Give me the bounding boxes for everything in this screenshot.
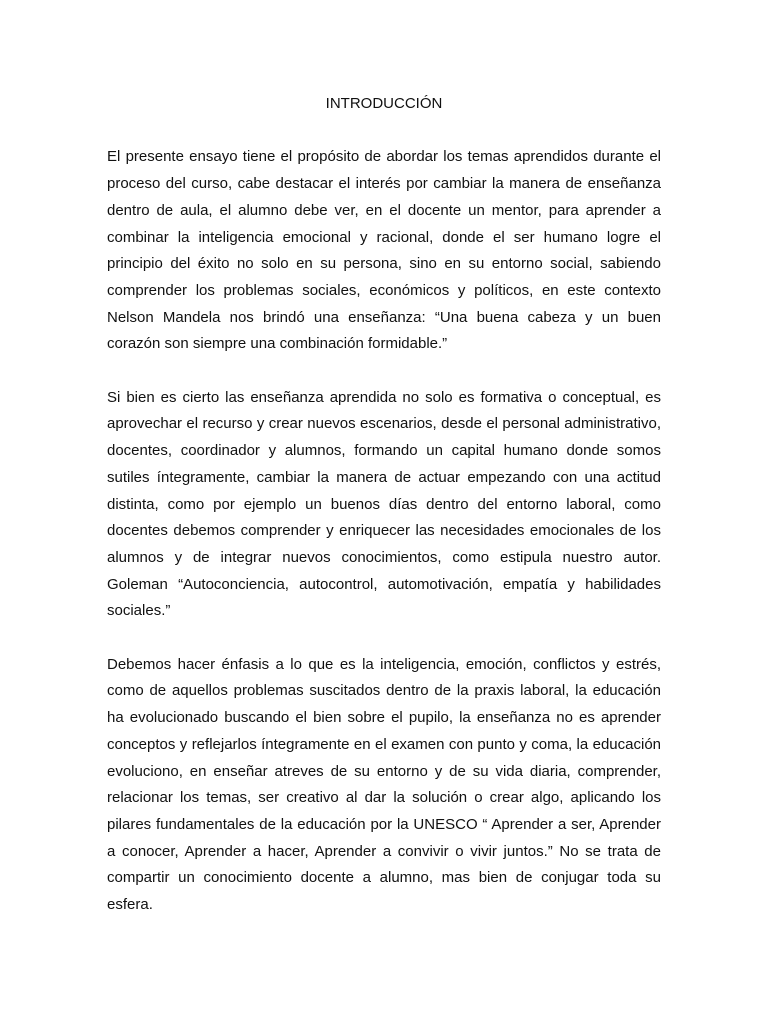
document-body: [107, 91, 661, 919]
document-title: INTRODUCCIÓN: [325, 95, 443, 112]
paragraph-3: Debemos hacer énfasis a lo que es la inteligencia, emoción, conflictos y estrés, como de aquellos problemas suscitados dentro de la praxis laboral, la educación ha evolucionado buscando el bien sobre el pupilo, la enseñanza no es aprender conceptos y reflejarlos íntegramente en el examen con punto y coma, la educación evoluciono, en enseñar atreves de su entorno y de su vida diaria, comprender, relacionar los temas, ser creativo al dar la solución o crear algo, aplicando los pilares fundamentales de la educación por la UNESCO “ Aprender a ser, Aprender a conocer, Aprender a hacer, Aprender a convivir o vivir juntos.” No se trata de compartir un conocimiento docente a alumno, mas bien de conjugar toda su esfera.: [107, 655, 661, 914]
paragraph-1: El presente ensayo tiene el propósito de abordar los temas aprendidos durante el proceso del curso, cabe destacar el interés por cambiar la manera de enseñanza dentro de aula, el alumno debe ver, en el docente un mentor, para aprender a combinar la inteligencia emocional y racional, donde el ser humano logre el principio del éxito no solo en su persona, sino en su entorno social, sabiendo comprender los problemas sociales, económicos y políticos, en este contexto Nelson Mandela nos brindó una enseñanza: “Una buena cabeza y un buen corazón son siempre una combinación formidable.”: [107, 148, 661, 353]
paragraph-2: Si bien es cierto las enseñanza aprendida no solo es formativa o conceptual, es aprovechar el recurso y crear nuevos escenarios, desde el personal administrativo, docentes, coordinador y alumnos, formando un capital humano donde somos sutiles íntegramente, cambiar la manera de actuar empezando con una actitud distinta, como por ejemplo un buenos días dentro del entorno laboral, como docentes debemos comprender y enriquecer las necesidades emocionales de los alumnos y de integrar nuevos conocimientos, como estipula nuestro autor. Goleman “Autoconciencia, autocontrol, automotivación, empatía y habilidades sociales.”: [107, 388, 661, 620]
